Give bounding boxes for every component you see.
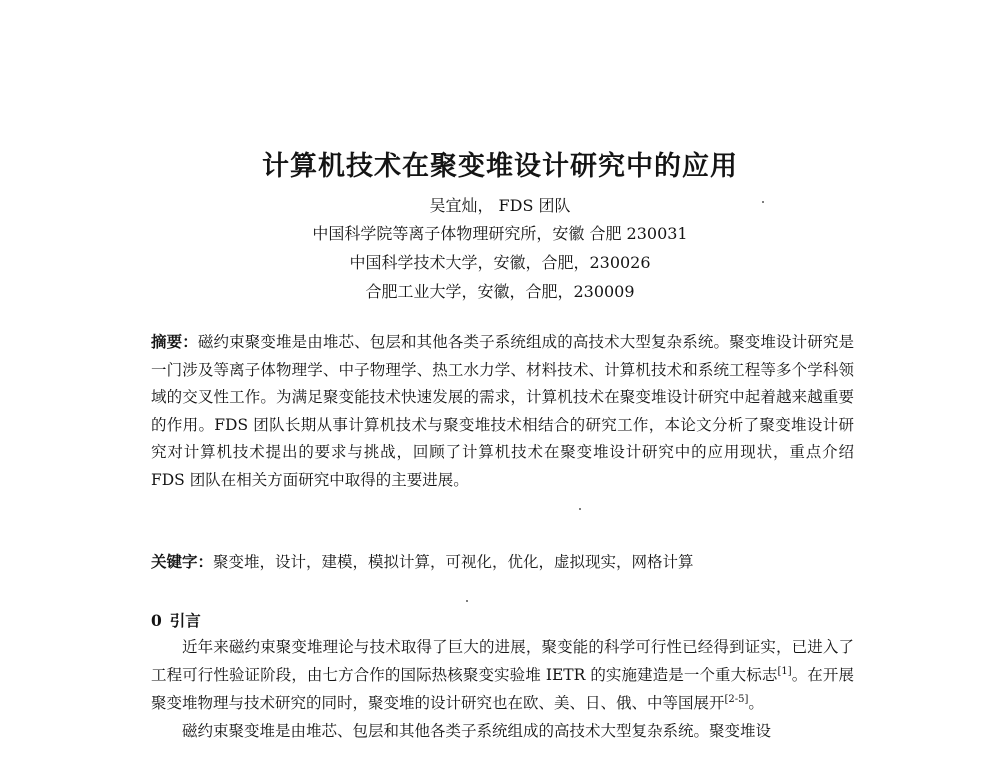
keywords bbox=[151, 550, 694, 572]
scan-speck bbox=[762, 201, 764, 203]
citation-1: [1] bbox=[777, 665, 792, 677]
paragraph-2: 磁约束聚变堆是由堆芯、包层和其他各类子系统组成的高技术大型复杂系统。聚变堆设 bbox=[182, 722, 772, 740]
affiliation-3: 合肥工业大学，安徽，合肥，230009 bbox=[365, 282, 635, 301]
paragraph-1-part-b: 。在开展聚变堆物理与技术研究的同时，聚变堆的设计研究也在欧、美、日、俄、中等国展开 bbox=[151, 666, 854, 712]
paper-title: 计算机技术在聚变堆设计研究中的应用 bbox=[262, 151, 738, 182]
keywords-label: 关键字： bbox=[151, 552, 214, 571]
section-title: 引言 bbox=[169, 611, 201, 630]
paper-authors: 吴宜灿， FDS 团队 bbox=[429, 196, 571, 215]
abstract-text: 磁约束聚变堆是由堆芯、包层和其他各类子系统组成的高技术大型复杂系统。聚变堆设计研究是一门涉及等离子体物理学、中子物理学、热工水力学、材料技术、计算机技术和系统工程等多个学科领域的交叉性工作。为满足聚变能技术快速发展的需求，计算机技术在聚变堆设计研究中起着越来越重要的作用。FDS 团队长期从事计算机技术与聚变堆技术相结合的研究工作，本论文分析了聚变堆设计研究对计算机技术提出的要求与挑战，回顾了计算机技术在聚变堆设计研究中的应用现状，重点介绍 FDS 团队在相关方面研究中取得的主要进展。 bbox=[151, 333, 854, 489]
paragraph-1-part-a: 近年来磁约束聚变堆理论与技术取得了巨大的进展，聚变能的科学可行性已经得到证实，已进入了工程可行性验证阶段，由七方合作的国际热核聚变实验堆 IETR 的实施建造是一个重大标志 bbox=[151, 638, 854, 684]
paragraph-1 bbox=[151, 633, 854, 717]
paragraph-1-part-c: 。 bbox=[748, 694, 764, 712]
scan-speck bbox=[466, 600, 468, 602]
abstract bbox=[151, 328, 854, 494]
section-number: 0 bbox=[151, 611, 162, 630]
abstract-label: 摘要： bbox=[151, 332, 198, 351]
introduction-body bbox=[151, 633, 854, 745]
scan-speck bbox=[579, 508, 581, 510]
keywords-text: 聚变堆，设计，建模，模拟计算，可视化，优化，虚拟现实，网格计算 bbox=[213, 553, 694, 571]
affiliation-1: 中国科学院等离子体物理研究所，安徽 合肥 230031 bbox=[312, 224, 688, 243]
affiliation-2: 中国科学技术大学，安徽，合肥，230026 bbox=[349, 253, 651, 272]
citation-2-5: [2-5] bbox=[724, 693, 749, 705]
section-heading-introduction bbox=[151, 609, 201, 631]
